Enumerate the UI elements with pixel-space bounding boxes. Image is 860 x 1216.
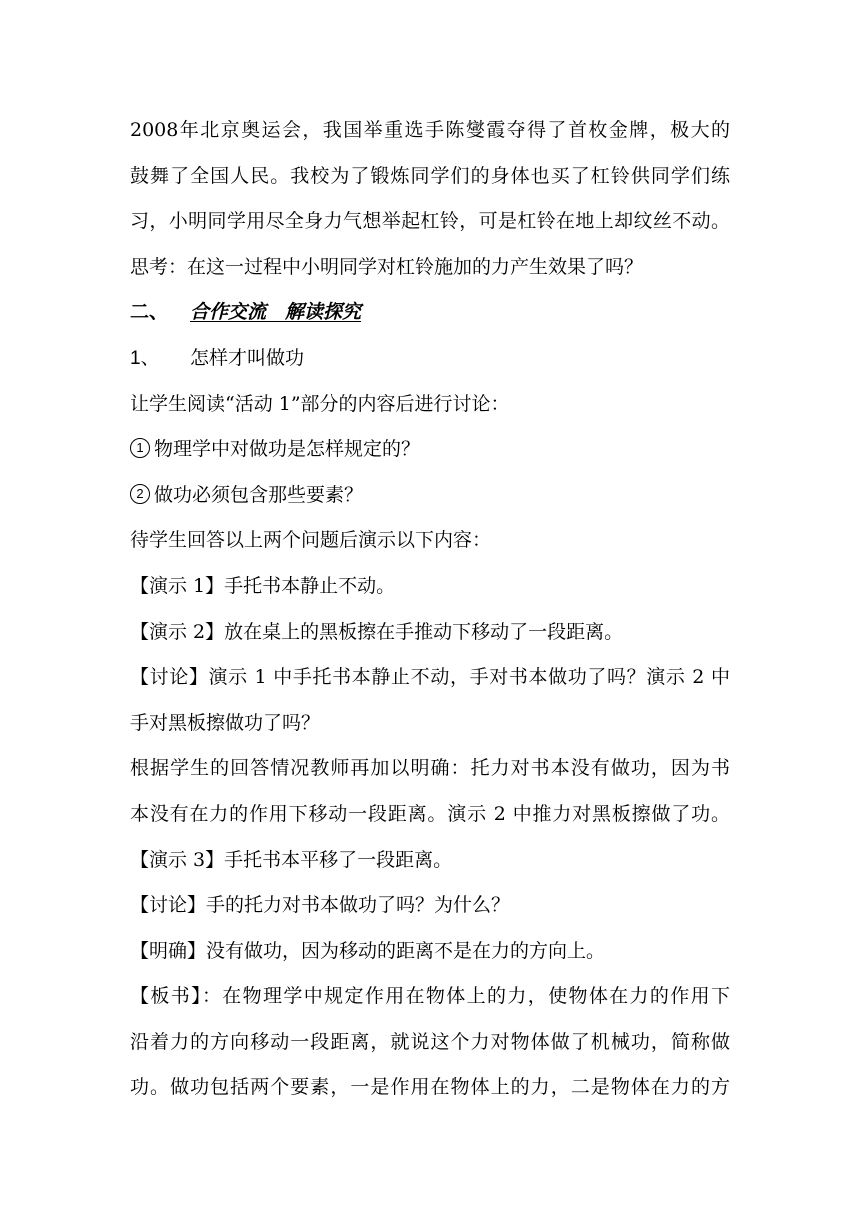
- intro-line-2: 鼓舞了全国人民。我校为了锻炼同学们的身体也买了杠铃供同学们练: [130, 164, 730, 187]
- question-1-text: 物理学中对做功是怎样规定的？: [154, 438, 421, 461]
- question-1: [130, 427, 730, 473]
- section-heading: [130, 290, 730, 336]
- demo-1: 【演示 1】手托书本静止不动。: [130, 574, 396, 597]
- wait-line: 待学生回答以上两个问题后演示以下内容：: [130, 529, 492, 552]
- document-page: [130, 108, 730, 1111]
- demo-3: 【演示 3】手托书本平移了一段距离。: [130, 848, 453, 871]
- discussion-1-line-1: 【讨论】演示 1 中手托书本静止不动，手对书本做功了吗？演示 2 中: [130, 666, 730, 689]
- subsection-number: 1、: [130, 347, 160, 369]
- section-number: 二、: [130, 301, 169, 324]
- board-line-1: 【板书】：在物理学中规定作用在物体上的力，使物体在力的作用下: [130, 985, 730, 1008]
- question-2: [130, 473, 730, 519]
- intro-line-3: 习，小明同学用尽全身力气想举起杠铃，可是杠铃在地上却纹丝不动。: [130, 210, 730, 233]
- question-2-text: 做功必须包含那些要素？: [154, 483, 364, 506]
- intro-line-4: 思考：在这一过程中小明同学对杠铃施加的力产生效果了吗？: [130, 255, 644, 278]
- clarify-line-2: 本没有在力的作用下移动一段距离。演示 2 中推力对黑板擦做了功。: [130, 802, 730, 825]
- board-line-2: 沿着力的方向移动一段距离，就说这个力对物体做了机械功，简称做: [130, 1030, 730, 1053]
- intro-line-1: 2008年北京奥运会，我国举重选手陈燮霞夺得了首枚金牌，极大的: [130, 119, 730, 141]
- demo-2: 【演示 2】放在桌上的黑板擦在手推动下移动了一段距离。: [130, 620, 624, 643]
- confirm-line: 【明确】没有做功，因为移动的距离不是在力的方向上。: [130, 939, 606, 962]
- read-prompt: 让学生阅读“活动 1”部分的内容后进行讨论：: [130, 392, 510, 415]
- clarify-line-1: 根据学生的回答情况教师再加以明确：托力对书本没有做功，因为书: [130, 757, 730, 780]
- board-line-3: 功。做功包括两个要素，一是作用在物体上的力，二是物体在力的方: [130, 1076, 730, 1099]
- subsection-title: 怎样才叫做功: [190, 346, 305, 369]
- discussion-1-line-2: 手对黑板擦做功了吗？: [130, 711, 321, 734]
- circled-number-1: 1: [130, 438, 150, 458]
- circled-number-2: 2: [130, 484, 150, 504]
- section-title: 合作交流 解读探究: [190, 301, 362, 324]
- subsection-heading: [130, 336, 730, 382]
- discussion-2: 【讨论】手的托力对书本做功了吗？为什么？: [130, 894, 511, 917]
